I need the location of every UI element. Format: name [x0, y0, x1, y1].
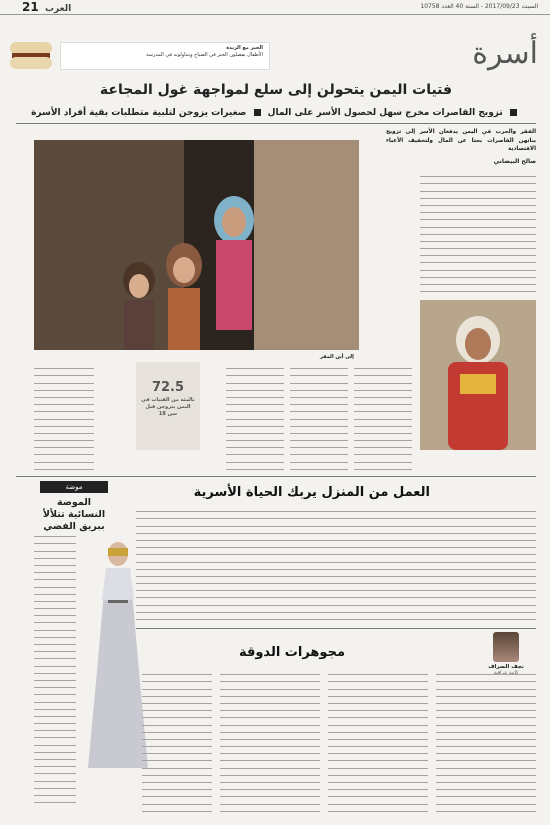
- stat-value: 72.5: [151, 380, 185, 395]
- article-body-col-1: [354, 362, 412, 470]
- work-from-home-headline: العمل من المنزل يربك الحياة الأسرية: [193, 485, 430, 500]
- divider: [16, 476, 536, 477]
- article-body-col-4: [34, 362, 94, 470]
- article-intro: الفقر والحرب في اليمن يدفعان الأسر إلى تزويج بناتهن القاصرات بحثا عن المال ولتخفيف الأعباء الاقتصادية: [386, 129, 536, 153]
- photo-caption: إلى أين المفر: [320, 354, 354, 360]
- column-body-3: [220, 668, 320, 818]
- author-name: نجف الصراف: [488, 664, 524, 670]
- author-role: كاتبة عراقية: [493, 670, 519, 676]
- girl-illustration: [420, 300, 536, 450]
- stat-text: بالمئة من الفتيات في اليمن يتزوجن قبل سن 18: [141, 397, 195, 417]
- column-body-2: [328, 668, 428, 818]
- page-number: 21: [22, 0, 39, 14]
- byline: صالح البيضاني: [493, 158, 536, 165]
- brand-logo: العرب: [45, 4, 72, 14]
- column-headline: مجوهرات الدوقة: [238, 645, 345, 660]
- teaser-text: الأطفال يفضلون الخبز في الصباح ويتناولونه في المدرسة: [146, 52, 263, 58]
- top-bar: [0, 0, 550, 15]
- fashion-body: [34, 530, 76, 810]
- column-body-1: [436, 668, 536, 818]
- work-article-body: [136, 505, 536, 623]
- article-subheads: [16, 108, 536, 118]
- article-body-col-3: [226, 362, 284, 470]
- stat-box: [136, 362, 200, 450]
- section-title: أسرة: [472, 36, 538, 71]
- children-photo: [34, 140, 359, 350]
- girl-photo: [420, 300, 536, 450]
- bullet-icon: [510, 109, 517, 116]
- teaser-headline: الخبز مع الزبدة: [226, 45, 263, 51]
- bread-sandwich-icon: [8, 38, 54, 72]
- section-header: [0, 34, 550, 78]
- fashion-tag: موضة: [40, 481, 108, 493]
- article-headline: فتيات اليمن يتحولن إلى سلع لمواجهة غول المجاعة: [99, 82, 453, 98]
- avatar: [493, 632, 519, 662]
- divider: [16, 123, 536, 124]
- article-body-col-2: [290, 362, 348, 470]
- teaser-box[interactable]: [60, 42, 270, 70]
- bullet-icon: [254, 109, 261, 116]
- subhead-1: تزويج القاصرات مخرج سهل لحصول الأسر على المال: [267, 108, 503, 118]
- divider: [136, 628, 536, 629]
- dateline: السبت 2017/09/23 - السنة 40 العدد 10758: [420, 3, 538, 10]
- fashion-headline: الموضة النسائية تتلألأ ببريق الفضي: [42, 497, 106, 532]
- column-body-4: [142, 668, 212, 818]
- article-body-col-right: [420, 170, 536, 295]
- children-illustration: [34, 140, 359, 350]
- subhead-2: صغيرات يزوجن لتلبية متطلبات بقية أفراد الأسرة: [31, 108, 247, 118]
